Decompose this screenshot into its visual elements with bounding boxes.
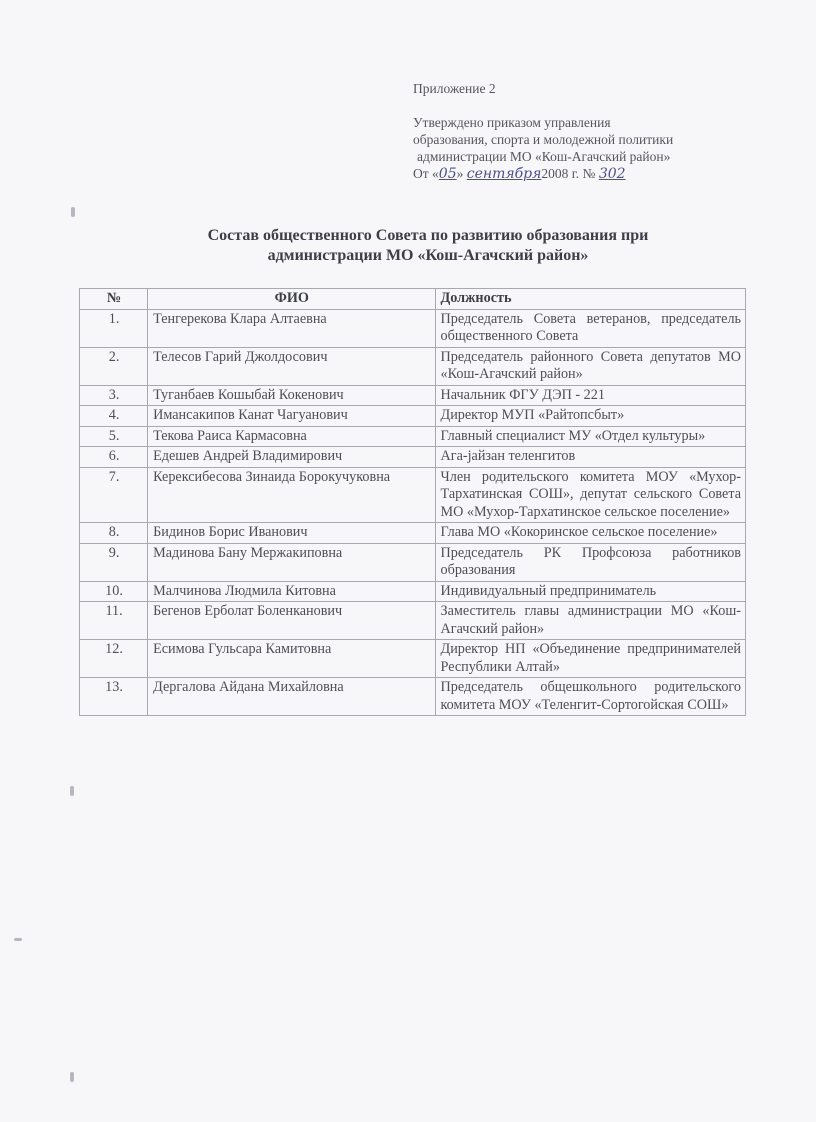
approval-line-2: образования, спорта и молодежной политики bbox=[413, 132, 674, 147]
member-position: Председатель общешкольного родительского комитета МОУ «Теленгит-Сортогойская СОШ» bbox=[435, 678, 745, 716]
member-position: Председатель районного Совета депутатов МО «Кош-Агачский район» bbox=[435, 347, 745, 385]
scan-mark bbox=[70, 786, 74, 796]
table-row bbox=[80, 640, 746, 678]
row-number: 1. bbox=[80, 309, 148, 347]
title-line-2: администрации МО «Кош-Агачский район» bbox=[267, 247, 589, 264]
table-row bbox=[80, 523, 746, 544]
appendix-label: Приложение 2 bbox=[413, 81, 496, 96]
row-number: 12. bbox=[80, 640, 148, 678]
table-row bbox=[80, 385, 746, 406]
handwritten-month: сентября bbox=[466, 166, 542, 182]
date-mid: » bbox=[456, 166, 464, 181]
member-position: Главный специалист МУ «Отдел культуры» bbox=[435, 426, 745, 447]
approval-line-3: администрации МО «Кош-Агачский район» bbox=[417, 149, 671, 164]
member-name: Керексибесова Зинаида Борокучуковна bbox=[148, 467, 435, 523]
handwritten-day: 05 bbox=[438, 166, 457, 182]
member-name: Малчинова Людмила Китовна bbox=[148, 581, 435, 602]
table-row bbox=[80, 678, 746, 716]
table-row bbox=[80, 426, 746, 447]
title-line-1: Состав общественного Совета по развитию образования при bbox=[207, 227, 649, 244]
member-name: Есимова Гульсара Камитовна bbox=[148, 640, 435, 678]
member-position: Председатель РК Профсоюза работников образования bbox=[435, 543, 745, 581]
handwritten-order-number: 302 bbox=[598, 166, 626, 182]
row-number: 10. bbox=[80, 581, 148, 602]
member-position: Директор НП «Объединение предпринимателей Республики Алтай» bbox=[435, 640, 745, 678]
scan-mark bbox=[14, 938, 22, 941]
table-header-row bbox=[80, 289, 746, 310]
table-row bbox=[80, 447, 746, 468]
row-number: 5. bbox=[80, 426, 148, 447]
member-name: Мадинова Бану Мержакиповна bbox=[148, 543, 435, 581]
header-position: Должность bbox=[435, 289, 745, 310]
approval-date-line bbox=[413, 165, 673, 183]
header-number: № bbox=[80, 289, 148, 310]
table-body bbox=[80, 309, 746, 716]
member-position: Индивидуальный предприниматель bbox=[435, 581, 745, 602]
approval-line-1: Утверждено приказом управления bbox=[413, 115, 611, 130]
table-row bbox=[80, 347, 746, 385]
table-row bbox=[80, 581, 746, 602]
member-position: Ага-jайзан теленгитов bbox=[435, 447, 745, 468]
row-number: 6. bbox=[80, 447, 148, 468]
scan-mark bbox=[71, 207, 75, 217]
member-name: Едешев Андрей Владимирович bbox=[148, 447, 435, 468]
member-name: Текова Раиса Кармасовна bbox=[148, 426, 435, 447]
member-position: Директор МУП «Райтопсбыт» bbox=[435, 406, 745, 427]
member-name: Дергалова Айдана Михайловна bbox=[148, 678, 435, 716]
council-roster-table bbox=[79, 288, 746, 716]
row-number: 9. bbox=[80, 543, 148, 581]
approval-block bbox=[413, 80, 673, 183]
scan-mark bbox=[70, 1072, 74, 1082]
member-position: Председатель Совета ветеранов, председатель общественного Совета bbox=[435, 309, 745, 347]
member-position: Заместитель главы администрации МО «Кош-Агачский район» bbox=[435, 602, 745, 640]
member-name: Бидинов Борис Иванович bbox=[148, 523, 435, 544]
member-position: Начальник ФГУ ДЭП - 221 bbox=[435, 385, 745, 406]
table-row bbox=[80, 602, 746, 640]
member-name: Бегенов Ерболат Боленканович bbox=[148, 602, 435, 640]
member-name: Тенгерекова Клара Алтаевна bbox=[148, 309, 435, 347]
row-number: 13. bbox=[80, 678, 148, 716]
table-row bbox=[80, 543, 746, 581]
row-number: 3. bbox=[80, 385, 148, 406]
table-row bbox=[80, 309, 746, 347]
document-title bbox=[0, 226, 816, 266]
year-text: 2008 г. № bbox=[541, 166, 596, 181]
row-number: 2. bbox=[80, 347, 148, 385]
header-name: ФИО bbox=[148, 289, 435, 310]
member-name: Телесов Гарий Джолдосович bbox=[148, 347, 435, 385]
table-row bbox=[80, 406, 746, 427]
row-number: 11. bbox=[80, 602, 148, 640]
table-row bbox=[80, 467, 746, 523]
member-position: Глава МО «Кокоринское сельское поселение» bbox=[435, 523, 745, 544]
date-prefix: От « bbox=[413, 166, 439, 181]
row-number: 8. bbox=[80, 523, 148, 544]
row-number: 4. bbox=[80, 406, 148, 427]
member-name: Туганбаев Кошыбай Кокенович bbox=[148, 385, 435, 406]
row-number: 7. bbox=[80, 467, 148, 523]
member-name: Имансакипов Канат Чагуанович bbox=[148, 406, 435, 427]
member-position: Член родительского комитета МОУ «Мухор-Тархатинская СОШ», депутат сельского Совета МО «Мухор-Тархатинское сельское поселение» bbox=[435, 467, 745, 523]
